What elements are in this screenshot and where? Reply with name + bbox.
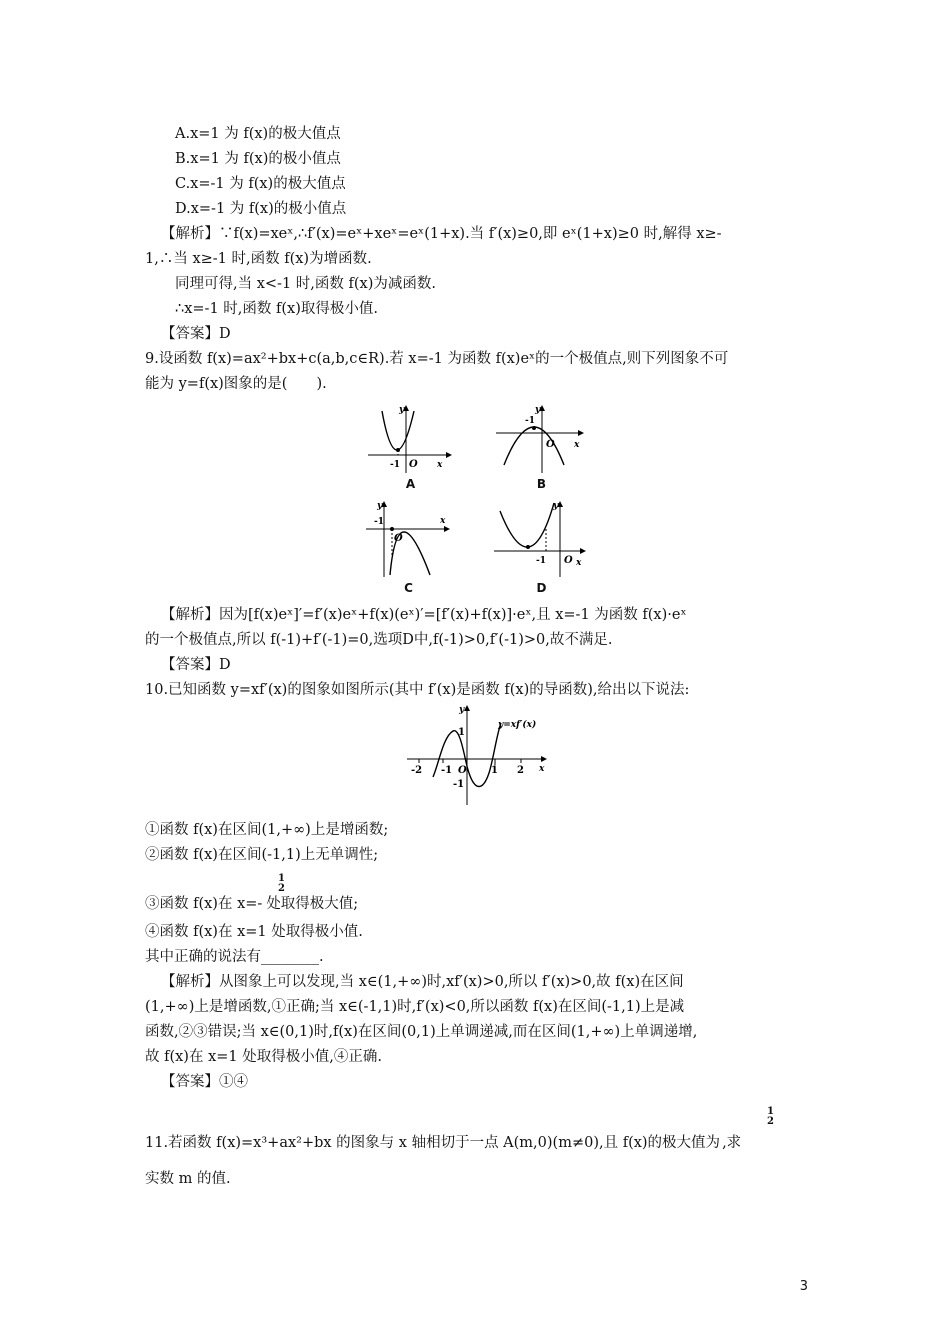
- tick-y-minus-one: -1: [452, 779, 464, 790]
- label-x: x: [573, 440, 579, 450]
- q11-fraction-half: [767, 1107, 774, 1127]
- q8-analysis-line-4: ∴x=-1 时,函数 f(x)取得极小值.: [175, 301, 378, 317]
- label-minus-one: -1: [373, 517, 384, 527]
- label-origin: O: [563, 555, 573, 566]
- q11-stem-b: ,求: [722, 1135, 742, 1151]
- statement-3-prefix: ③函数 f(x)在 x=-: [145, 896, 263, 912]
- q9-figures-row-1: [145, 403, 810, 493]
- graph-d: [492, 499, 592, 579]
- q8-analysis-line-3: 同理可得,当 x<-1 时,函数 f(x)为减函数.: [175, 276, 436, 292]
- statement-3-text: [145, 892, 358, 913]
- tick-minus-two: -2: [410, 765, 422, 776]
- fraction-denominator: 2: [278, 883, 285, 894]
- q8-analysis-line-1: 【解析】∵f(x)=xeˣ,∴f′(x)=eˣ+xeˣ=eˣ(1+x).当 f′(x)≥0,即 eˣ(1+x)≥0 时,解得 x≥-: [161, 226, 722, 242]
- graph-b: [494, 403, 590, 475]
- caption-b: B: [536, 477, 547, 491]
- q10-stem: 10.已知函数 y=xf′(x)的图象如图所示(其中 f′(x)是函数 f(x)的导函数),给出以下说法:: [145, 682, 690, 698]
- label-curve: y=xf′(x): [497, 720, 536, 730]
- figure-b: [494, 403, 590, 493]
- caption-d: D: [536, 581, 547, 595]
- fraction-half: [278, 874, 285, 894]
- statement-3-suffix: 处取得极大值;: [266, 896, 359, 912]
- figure-a: [366, 403, 456, 493]
- q10-answer: 【答案】①④: [161, 1074, 248, 1090]
- option-b: B.x=1 为 f(x)的极小值点: [175, 151, 341, 167]
- label-minus-one: -1: [389, 460, 400, 470]
- q10-figure-row: [145, 703, 810, 808]
- label-x: x: [538, 764, 544, 774]
- figure-xfprime: [403, 703, 553, 808]
- tick-one: 1: [490, 765, 498, 776]
- q11-stem-line-2: 实数 m 的值.: [145, 1171, 231, 1187]
- option-d: D.x=-1 为 f(x)的极小值点: [175, 201, 347, 217]
- statement-3: [145, 868, 810, 920]
- q9-stem-line-1: 9.设函数 f(x)=ax²+bx+c(a,b,c∈R).若 x=-1 为函数 f(x)eˣ的一个极值点,则下列图象不可: [145, 351, 729, 367]
- statement-4: ④函数 f(x)在 x=1 处取得极小值.: [145, 924, 363, 940]
- tick-y-one: 1: [457, 727, 465, 738]
- label-y: y: [552, 501, 558, 511]
- q9-analysis-line-2: 的一个极值点,所以 f(-1)+f′(-1)=0,选项D中,f(-1)>0,f′(-1)>0,故不满足.: [145, 632, 613, 648]
- page-number: 3: [799, 1279, 808, 1294]
- label-x: x: [575, 558, 581, 568]
- q9-analysis-line-1: 【解析】因为[f(x)eˣ]′=f′(x)eˣ+f(x)(eˣ)′=[f′(x)+f(x)]·eˣ,且 x=-1 为函数 f(x)·eˣ: [161, 607, 687, 623]
- option-c: C.x=-1 为 f(x)的极大值点: [175, 176, 346, 192]
- label-minus-one: -1: [524, 416, 535, 426]
- q10-analysis-line-1: 【解析】从图象上可以发现,当 x∈(1,+∞)时,xf′(x)>0,所以 f′(x)>0,故 f(x)在区间: [161, 974, 684, 990]
- page-content: [145, 122, 810, 1192]
- label-x: x: [439, 516, 445, 526]
- figure-c: [364, 499, 454, 597]
- q9-figures-row-2: [145, 499, 810, 597]
- q11-stem-a: 11.若函数 f(x)=x³+ax²+bx 的图象与 x 轴相切于一点 A(m,0)(m≠0),且 f(x)的极大值为: [145, 1135, 721, 1151]
- q11-fraction-numerator: 1: [767, 1106, 774, 1117]
- label-origin: O: [545, 439, 555, 450]
- q8-analysis-line-2: 1,∴当 x≥-1 时,函数 f(x)为增函数.: [145, 251, 372, 267]
- caption-c: C: [404, 581, 413, 595]
- label-y: y: [458, 705, 464, 715]
- label-y: y: [376, 501, 382, 511]
- q8-answer: 【答案】D: [161, 326, 231, 342]
- q11-stem-text: [145, 1131, 741, 1152]
- graph-c: [364, 499, 454, 579]
- option-a: A.x=1 为 f(x)的极大值点: [175, 126, 341, 142]
- caption-a: A: [405, 477, 416, 491]
- tick-minus-one: -1: [440, 765, 452, 776]
- tick-two: 2: [516, 765, 524, 776]
- graph-a: [366, 403, 456, 475]
- q11-stem: [145, 1101, 810, 1157]
- label-y: y: [398, 405, 404, 415]
- q9-stem-line-2: 能为 y=f(x)图象的是( ).: [145, 376, 327, 392]
- q9-answer: 【答案】D: [161, 657, 231, 673]
- label-x: x: [436, 460, 442, 470]
- q10-analysis-line-3: 函数,②③错误;当 x∈(0,1)时,f(x)在区间(0,1)上单调递减,而在区间(1,+∞)上单调递增,: [145, 1024, 698, 1040]
- figure-d: [492, 499, 592, 597]
- q10-analysis-line-4: 故 f(x)在 x=1 处取得极小值,④正确.: [145, 1049, 382, 1065]
- label-y: y: [534, 405, 540, 415]
- q11-fraction-denominator: 2: [767, 1116, 774, 1127]
- label-origin: O: [408, 459, 418, 470]
- statement-1: ①函数 f(x)在区间(1,+∞)上是增函数;: [145, 822, 389, 838]
- statement-2: ②函数 f(x)在区间(-1,1)上无单调性;: [145, 847, 379, 863]
- q10-analysis-line-2: (1,+∞)上是增函数,①正确;当 x∈(-1,1)时,f′(x)<0,所以函数 f(x)在区间(-1,1)上是减: [145, 999, 685, 1015]
- label-origin: O: [457, 765, 467, 776]
- fraction-numerator: 1: [278, 873, 285, 884]
- graph-xfprime: [403, 703, 553, 808]
- q10-question: 其中正确的说法有________.: [145, 949, 324, 965]
- label-minus-one: -1: [535, 556, 546, 566]
- label-origin: O: [393, 533, 403, 544]
